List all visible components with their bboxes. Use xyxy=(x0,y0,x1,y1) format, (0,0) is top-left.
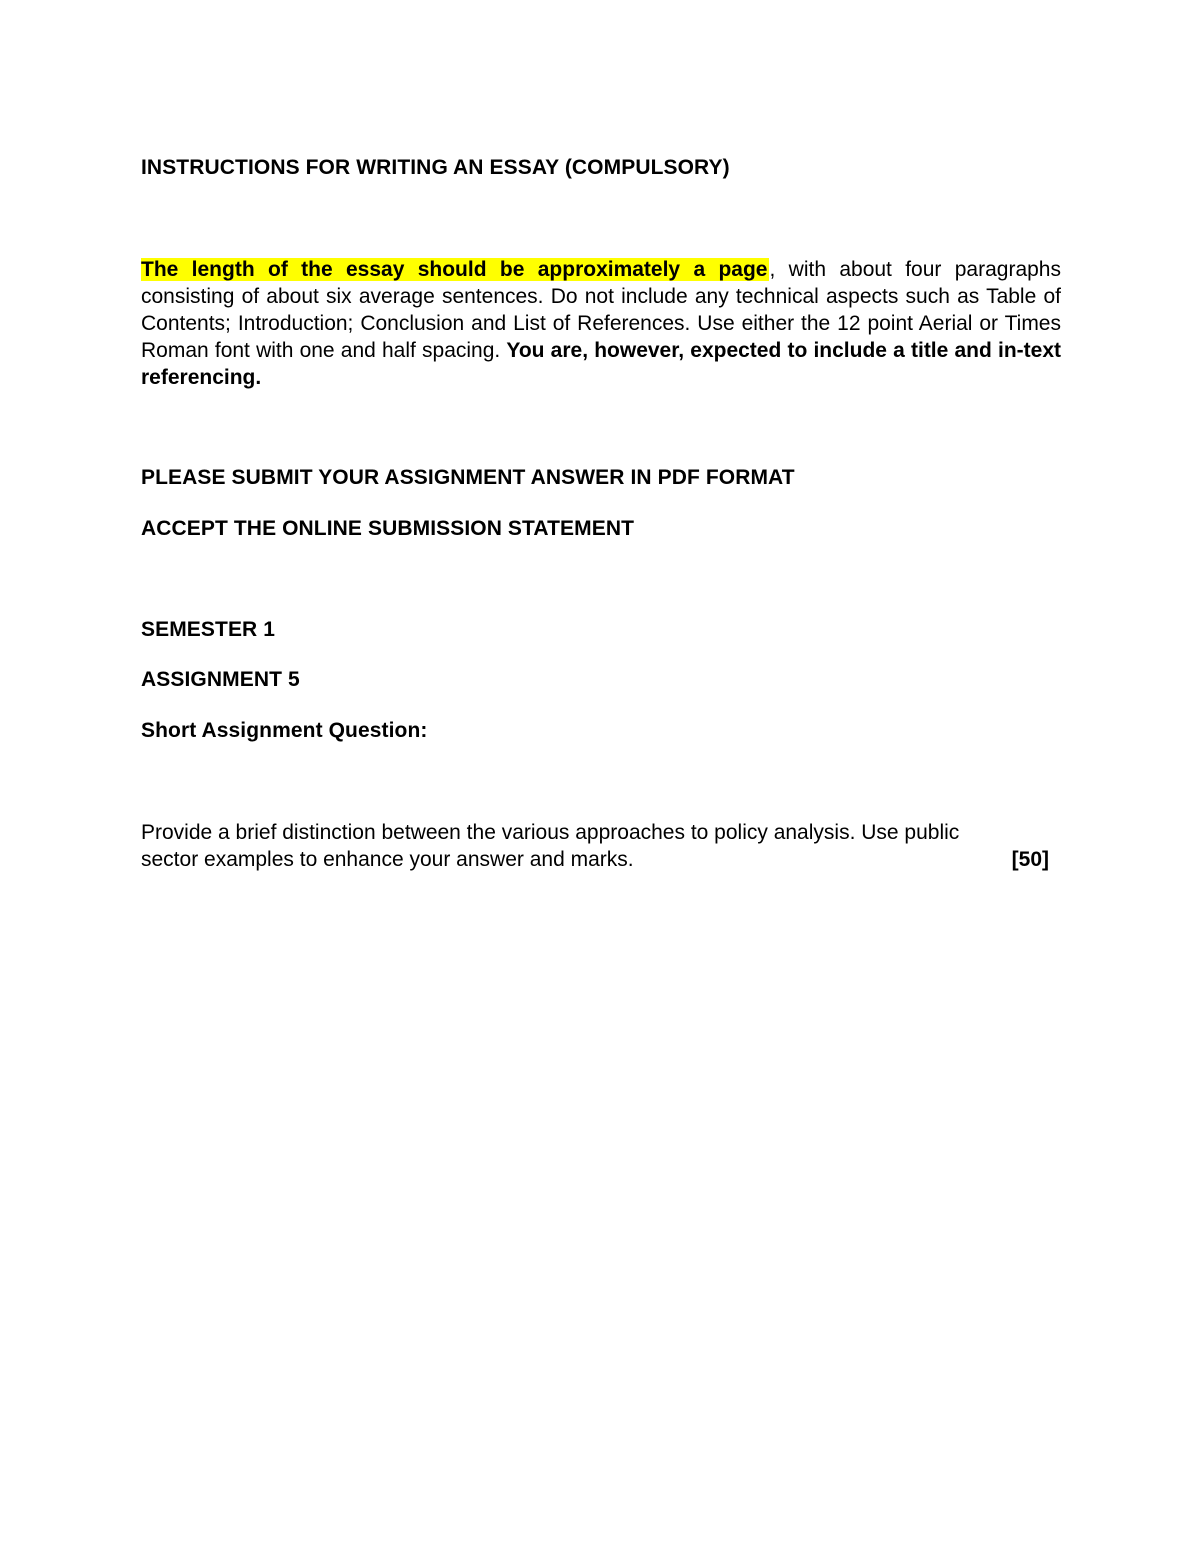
accept-statement-instruction: ACCEPT THE ONLINE SUBMISSION STATEMENT xyxy=(141,517,635,540)
essay-instructions-body: , with about four paragraphs consisting of about six average sentences. Do not include any technical aspects such as Table of Contents; Introduction; Conclusion and List of References. Use either the 12 point Aerial or Times Roman font with one and half spacing. xyxy=(141,258,1061,362)
question-marks: [50] xyxy=(1011,848,1049,871)
essay-instructions-paragraph xyxy=(141,256,1061,391)
assignment-question xyxy=(141,819,1061,873)
document-title: INSTRUCTIONS FOR WRITING AN ESSAY (COMPULSORY) xyxy=(141,156,730,179)
title-referencing-requirement: You are, however, expected to include a title and in-text referencing. xyxy=(141,339,1061,389)
question-heading: Short Assignment Question: xyxy=(141,719,428,742)
question-line-2: sector examples to enhance your answer and marks. xyxy=(141,848,634,871)
assignment-label: ASSIGNMENT 5 xyxy=(141,668,300,691)
question-line-1: Provide a brief distinction between the various approaches to policy analysis. Use public xyxy=(141,821,960,844)
semester-label: SEMESTER 1 xyxy=(141,618,276,641)
question-line-2-row xyxy=(141,846,1049,873)
submit-pdf-instruction: PLEASE SUBMIT YOUR ASSIGNMENT ANSWER IN PDF FORMAT xyxy=(141,466,795,489)
highlighted-length-requirement: The length of the essay should be approximately a page xyxy=(141,258,768,281)
